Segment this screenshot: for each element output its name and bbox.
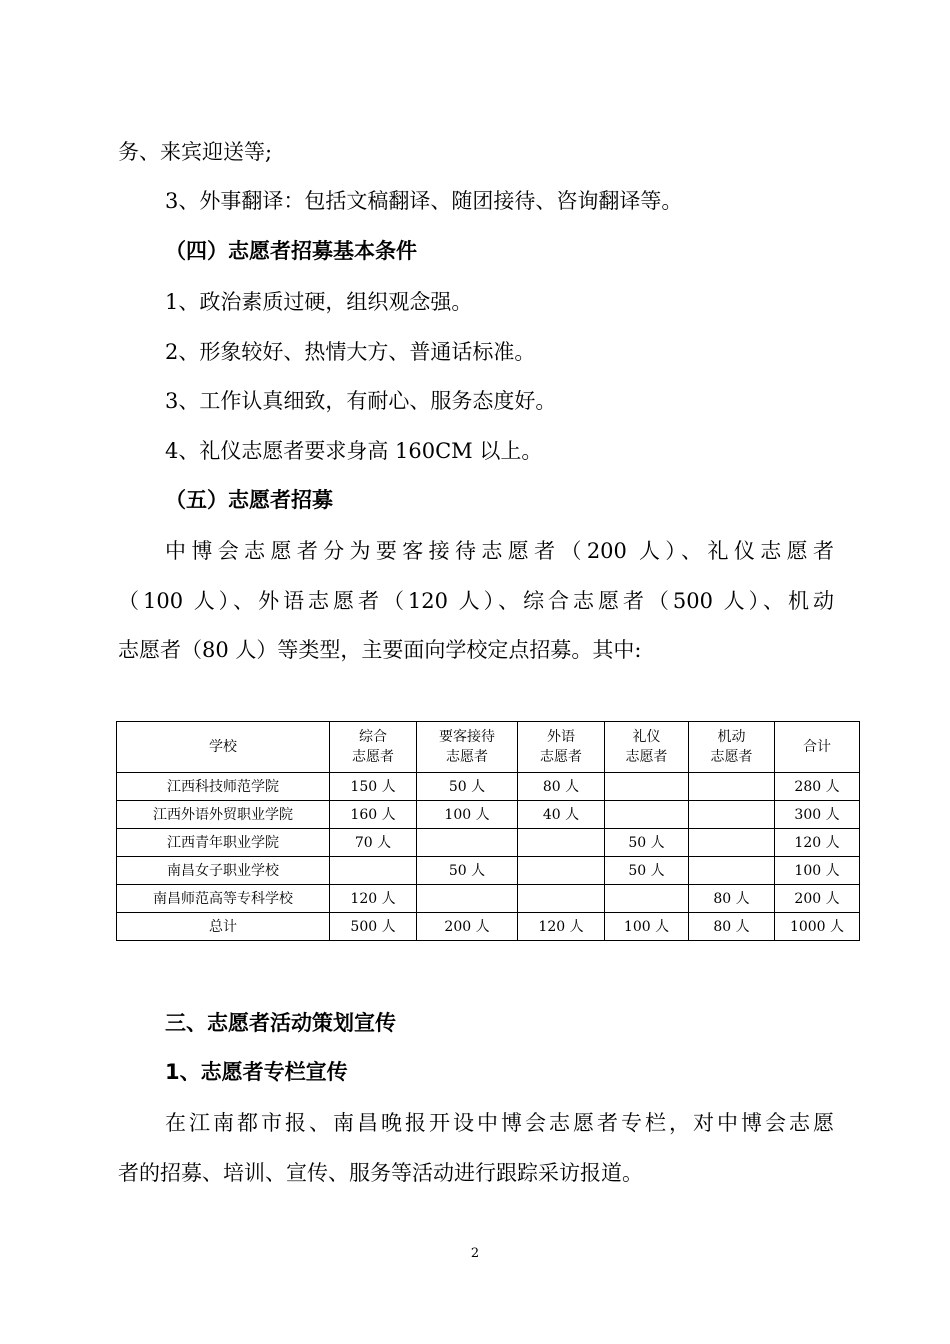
table-cell — [689, 773, 775, 801]
header-cell: 外语 志愿者 — [518, 722, 605, 773]
table-total-row — [117, 913, 860, 941]
table-cell: 江西外语外贸职业学院 — [117, 801, 330, 829]
table-row — [117, 829, 860, 857]
table-cell: 80 人 — [689, 885, 775, 913]
table-cell — [518, 885, 605, 913]
table-cell — [518, 857, 605, 885]
table-cell: 1000 人 — [775, 913, 860, 941]
table-cell: 江西科技师范学院 — [117, 773, 330, 801]
table-cell: 80 人 — [689, 913, 775, 941]
table-row — [117, 857, 860, 885]
table-cell: 300 人 — [775, 801, 860, 829]
table-cell — [330, 857, 417, 885]
table-cell — [417, 829, 518, 857]
paragraph-line: 务、来宾迎送等; — [118, 140, 273, 164]
table-row — [117, 885, 860, 913]
table-cell — [518, 829, 605, 857]
table-cell: 280 人 — [775, 773, 860, 801]
table-cell: 50 人 — [417, 857, 518, 885]
table-cell — [689, 857, 775, 885]
table-cell: 100 人 — [605, 913, 689, 941]
header-cell: 合计 — [775, 722, 860, 773]
table-cell — [605, 773, 689, 801]
table-cell — [689, 801, 775, 829]
paragraph-line: 3、外事翻译：包括文稿翻译、随团接待、咨询翻译等。 — [165, 189, 683, 213]
paragraph-line: 在江南都市报、南昌晚报开设中博会志愿者专栏，对中博会志愿 — [165, 1111, 834, 1135]
header-cell: 要客接待 志愿者 — [417, 722, 518, 773]
table-cell: 80 人 — [518, 773, 605, 801]
page-number: 2 — [470, 1246, 480, 1261]
header-cell: 机动 志愿者 — [689, 722, 775, 773]
paragraph-line: （100 人）、外语志愿者（120 人）、综合志愿者（500 人）、机动 — [118, 589, 834, 613]
paragraph-line: 4、礼仪志愿者要求身高 160CM 以上。 — [165, 439, 543, 463]
table-cell: 100 人 — [775, 857, 860, 885]
table-row — [117, 801, 860, 829]
paragraph-line: 1、政治素质过硬，组织观念强。 — [165, 290, 473, 314]
header-cell: 礼仪 志愿者 — [605, 722, 689, 773]
header-cell: 综合 志愿者 — [330, 722, 417, 773]
paragraph-line: 志愿者（80 人）等类型，主要面向学校定点招募。其中: — [118, 638, 642, 662]
table-cell — [605, 801, 689, 829]
table-cell: 120 人 — [775, 829, 860, 857]
table-cell: 40 人 — [518, 801, 605, 829]
table-cell: 200 人 — [417, 913, 518, 941]
table-cell: 50 人 — [417, 773, 518, 801]
section-heading: （四）志愿者招募基本条件 — [165, 239, 417, 263]
table-cell: 120 人 — [330, 885, 417, 913]
table-row — [117, 773, 860, 801]
section-heading: （五）志愿者招募 — [165, 488, 333, 512]
table-cell — [605, 885, 689, 913]
paragraph-line: 2、形象较好、热情大方、普通话标准。 — [165, 340, 536, 364]
table-cell: 160 人 — [330, 801, 417, 829]
subsection-heading: 1、志愿者专栏宣传 — [165, 1060, 348, 1084]
table-cell: 南昌女子职业学校 — [117, 857, 330, 885]
paragraph-line: 3、工作认真细致，有耐心、服务态度好。 — [165, 389, 557, 413]
table-cell: 200 人 — [775, 885, 860, 913]
table-header-row — [117, 722, 860, 773]
table-cell: 70 人 — [330, 829, 417, 857]
table-cell: 500 人 — [330, 913, 417, 941]
volunteer-allocation-table — [116, 721, 860, 941]
chapter-heading: 三、志愿者活动策划宣传 — [165, 1011, 396, 1035]
table-cell — [689, 829, 775, 857]
header-cell: 学校 — [117, 722, 330, 773]
table-cell: 江西青年职业学院 — [117, 829, 330, 857]
table-cell: 南昌师范高等专科学校 — [117, 885, 330, 913]
paragraph-line: 中博会志愿者分为要客接待志愿者（200 人）、礼仪志愿者 — [165, 539, 834, 563]
table-cell: 50 人 — [605, 857, 689, 885]
table-cell: 50 人 — [605, 829, 689, 857]
table-cell: 总计 — [117, 913, 330, 941]
table-cell: 100 人 — [417, 801, 518, 829]
table-cell: 120 人 — [518, 913, 605, 941]
table-cell — [417, 885, 518, 913]
paragraph-line: 者的招募、培训、宣传、服务等活动进行跟踪采访报道。 — [118, 1161, 643, 1185]
table-cell: 150 人 — [330, 773, 417, 801]
